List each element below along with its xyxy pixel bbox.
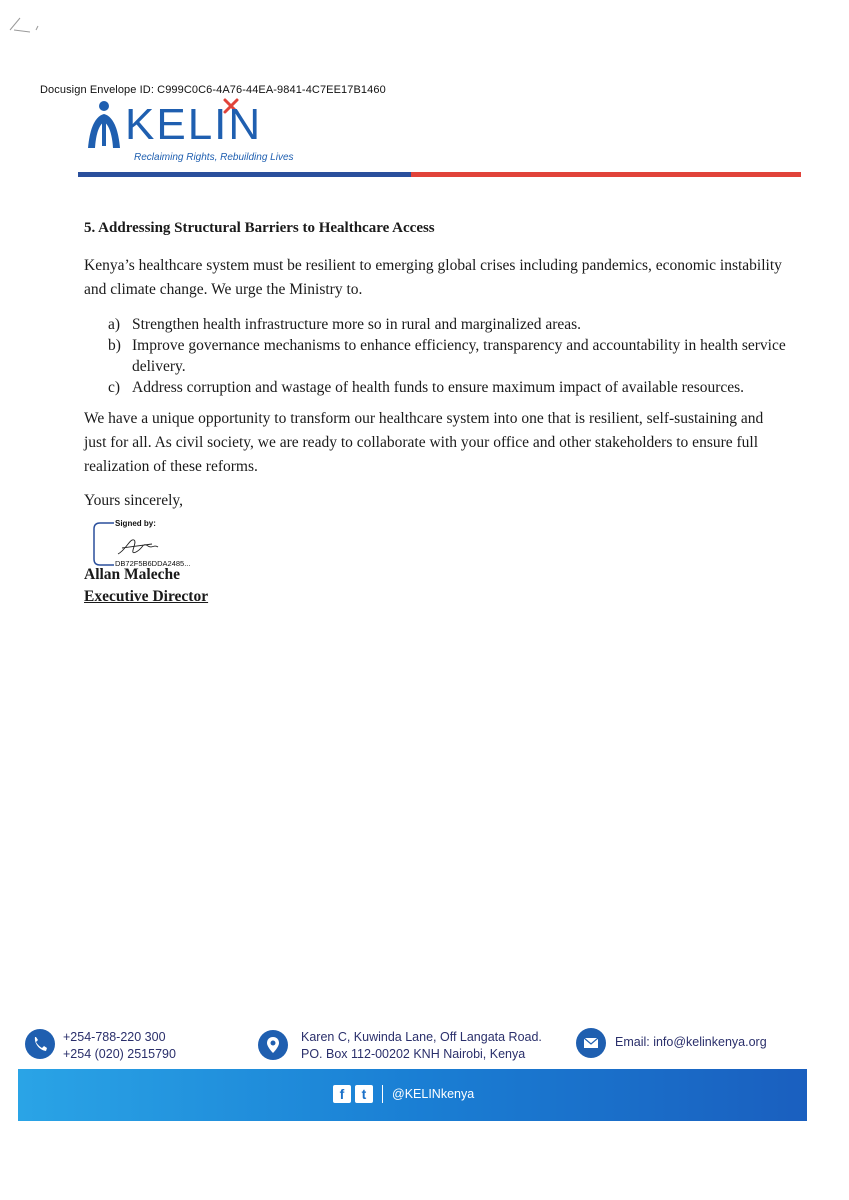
- phone-line-1: +254-788-220 300: [63, 1030, 166, 1044]
- facebook-icon[interactable]: f: [333, 1085, 351, 1103]
- org-name: KELIN: [125, 100, 263, 149]
- recommendations-list: [108, 314, 798, 398]
- letterhead-divider: [78, 172, 801, 177]
- address-line-2: PO. Box 112-00202 KNH Nairobi, Kenya: [301, 1047, 526, 1061]
- footer-address: [301, 1029, 542, 1063]
- section-heading: 5. Addressing Structural Barriers to Healthcare Access: [84, 220, 435, 236]
- location-pin-icon: [258, 1030, 288, 1060]
- social-handle[interactable]: @KELINkenya: [392, 1087, 475, 1101]
- social-links: [333, 1083, 474, 1105]
- conclusion-paragraph: We have a unique opportunity to transform our healthcare system into one that is resilient, self-sustaining and just for all. As civil society, we are ready to collaborate with your office and other stakeholders to ensure full realization of these reforms.: [84, 410, 764, 475]
- footer-phone: [63, 1029, 176, 1063]
- list-item-text: Improve governance mechanisms to enhance efficiency, transparency and accountability in health service delivery.: [132, 337, 786, 375]
- docusign-envelope-id: Docusign Envelope ID: C999C0C6-4A76-44EA-9841-4C7EE17B1460: [40, 84, 386, 96]
- org-tagline: Reclaiming Rights, Rebuilding Lives: [134, 152, 294, 163]
- address-line-1: Karen C, Kuwinda Lane, Off Langata Road.: [301, 1030, 542, 1044]
- closing-salutation: Yours sincerely,: [84, 492, 184, 509]
- list-marker: c): [108, 379, 121, 396]
- list-item: [108, 377, 798, 398]
- twitter-icon[interactable]: t: [355, 1085, 373, 1103]
- intro-paragraph: Kenya’s healthcare system must be resilient to emerging global crises including pandemics, economic instability and climate change. We urge the Ministry to.: [84, 257, 782, 298]
- envelope-icon: [576, 1028, 606, 1058]
- list-item: [108, 314, 798, 335]
- phone-line-2: +254 (020) 2515790: [63, 1047, 176, 1061]
- list-marker: b): [108, 337, 121, 354]
- scan-artifact-mark: [8, 14, 48, 34]
- signed-by-label: Signed by:: [115, 519, 156, 528]
- list-item: [108, 335, 798, 377]
- phone-icon: [25, 1029, 55, 1059]
- list-item-text: Address corruption and wastage of health funds to ensure maximum impact of available resources.: [132, 379, 745, 396]
- social-separator: [382, 1085, 383, 1103]
- signer-name: Allan Maleche: [84, 566, 180, 583]
- list-item-text: Strengthen health infrastructure more so in rural and marginalized areas.: [132, 316, 582, 333]
- signer-id: DB72F5B6DDA2485...: [115, 559, 191, 568]
- list-marker: a): [108, 316, 121, 333]
- footer-email[interactable]: Email: info@kelinkenya.org: [615, 1035, 767, 1049]
- signer-title: Executive Director: [84, 588, 209, 605]
